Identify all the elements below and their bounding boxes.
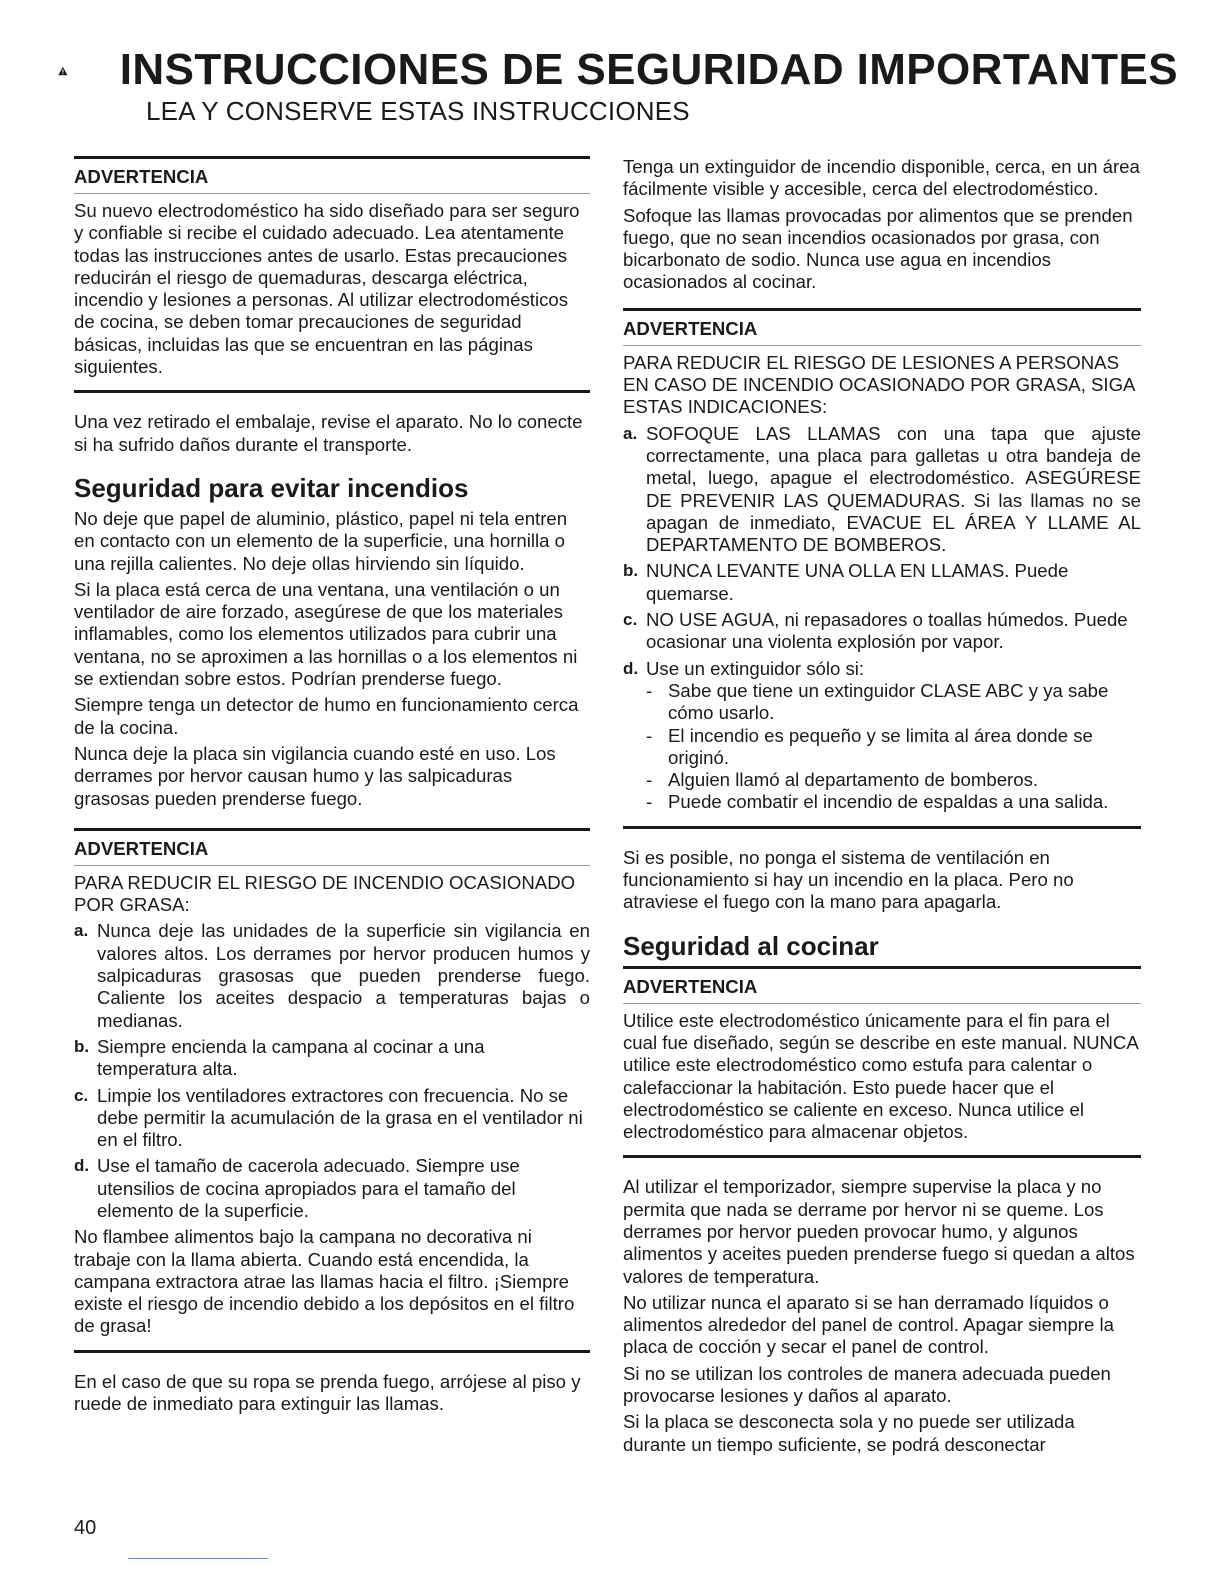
fire-paragraph: Nunca deje la placa sin vigilancia cuando esté en uso. Los derrames por hervor causan humo y las salpicaduras grasosas pueden prenderse fuego. xyxy=(74,742,556,809)
page-header xyxy=(58,44,1178,126)
clothes-fire-paragraph: En el caso de que su ropa se prenda fuego, arrójese al piso y ruede de inmediato para extinguir las llamas. xyxy=(74,1370,581,1415)
page-number: 40 xyxy=(74,1517,97,1539)
warning-box-general xyxy=(74,156,590,393)
warning-heading: ADVERTENCIA xyxy=(623,311,1141,346)
warning-box-grease xyxy=(74,828,590,1353)
right-column xyxy=(623,156,1141,1460)
page-subtitle: LEA Y CONSERVE ESTAS INSTRUCCIONES xyxy=(146,96,690,126)
warning-triangle-icon xyxy=(58,56,68,86)
fire-paragraph: No deje que papel de aluminio, plástico, papel ni tela entren en contacto con un elemento de la superficie, una hornilla o una rejilla calientes. No deje ollas hirviendo sin líquido. xyxy=(74,507,568,574)
unpack-paragraph: Una vez retirado el embalaje, revise el aparato. No lo conecte si ha sufrido daños durante el transporte. xyxy=(74,411,583,455)
list-item: b. Siempre encienda la campana al cocinar a una temperatura alta. xyxy=(74,1035,485,1080)
list-item: c. Limpie los ventiladores extractores con frecuencia. No se debe permitir la acumulación de la grasa en el ventilador ni en el filtro. xyxy=(74,1084,583,1151)
warning-heading: ADVERTENCIA xyxy=(74,831,590,866)
warning-intro: PARA REDUCIR EL RIESGO DE INCENDIO OCASIONADO POR GRASA: xyxy=(74,871,576,916)
list-item: a. SOFOQUE LAS LLAMAS con una tapa que ajuste correctamente, una placa para galletas u otra bandeja de metal, luego, apague el electrodoméstico. ASEGÚRESE DE PREVENIR LAS QUEMADURAS. Si las llamas no se apagan de inmediato, EVACUE EL ÁREA Y LLAME AL DEPARTAMENTO DE BOMBEROS. xyxy=(623,422,1141,556)
sub-list-item: - Sabe que tiene un extinguidor CLASE ABC y ya sabe cómo usarlo. xyxy=(646,679,1109,724)
warning-intro: PARA REDUCIR EL RIESGO DE LESIONES A PERSONAS EN CASO DE INCENDIO OCASIONADO POR GRASA, SIGA ESTAS INDICACIONES: xyxy=(623,351,1135,418)
extinguisher-paragraph: Tenga un extinguidor de incendio disponible, cerca, en un área fácilmente visible y accesible, cerca del electrodoméstico. xyxy=(623,156,1140,200)
controls-paragraph: Si no se utilizan los controles de manera adecuada pueden provocarse lesiones y daños al aparato. xyxy=(623,1362,1111,1407)
sub-list-item: - El incendio es pequeño y se limita al área donde se originó. xyxy=(646,724,1093,768)
sub-list xyxy=(646,680,1141,814)
title-row xyxy=(58,44,1178,96)
list-item: d. Use un extinguidor sólo si: - Sabe que tiene un extinguidor CLASE ABC y ya sabe cómo usarlo. - El incendio es pequeño y se limita al área donde se originó. - Alguien llamó al departamento de bomberos. - Puede combatir el incendio de espaldas a una salida. xyxy=(623,658,1141,814)
warning-text: Su nuevo electrodoméstico ha sido diseñado para ser seguro y confiable si recibe el cuidado adecuado. Lea atentamente todas las instrucciones antes de usarlo. Estas precauciones reducirán el riesgo de quemaduras, descarga eléctrica, incendio y lesiones a personas. Al utilizar electrodomésticos de cocina, se deben tomar precauciones de seguridad básicas, incluidas las que se encuentran en las páginas siguientes. xyxy=(74,200,580,378)
list-item: c. NO USE AGUA, ni repasadores o toallas húmedos. Puede ocasionar una violenta explosión por vapor. xyxy=(623,609,1128,653)
fire-paragraph: Siempre tenga un detector de humo en funcionamiento cerca de la cocina. xyxy=(74,694,579,738)
list-item: d. Use el tamaño de cacerola adecuado. Siempre use utensilios de cocina apropiados para el tamaño del elemento de la superficie. xyxy=(74,1155,520,1221)
cooking-safety-heading: Seguridad al cocinar xyxy=(623,930,879,961)
footer-rule xyxy=(128,1558,268,1559)
warning-outro: No flambee alimentos bajo la campana no decorativa ni trabaje con la llama abierta. Cuando está encendida, la campana extractora atrae las llamas hacia el filtro. ¡Siempre existe el riesgo de incendio debido a los depósitos en el filtro de grasa! xyxy=(74,1226,575,1337)
timer-paragraph: Al utilizar el temporizador, siempre supervise la placa y no permita que nada se derrame por hervor ni se queme. Los derrames por hervor pueden provocar humo, y algunos alimentos y aceites pueden prenderse fuego si quedan a altos valores de temperatura. xyxy=(623,1176,1135,1287)
warning-list xyxy=(623,423,1141,814)
spill-paragraph: No utilizar nunca el aparato si se han derramado líquidos o alimentos alrededor del panel de control. Apagar siempre la placa de cocción y secar el panel de control. xyxy=(623,1291,1114,1358)
smother-paragraph: Sofoque las llamas provocadas por alimentos que se prenden fuego, que no sean incendios ocasionados por grasa, con bicarbonato de sodio. Nunca use agua en incendios ocasionados al cocinar. xyxy=(623,204,1133,293)
fire-paragraph: Si la placa está cerca de una ventana, una ventilación o un ventilador de aire forzado, asegúrese de que los materiales inflamables, como los elementos utilizados para cubrir una ventana, no se aproximen a las hornillas o a los elementos ni se extiendan sobre estos. Podrían prenderse fuego. xyxy=(74,578,578,690)
page-title: INSTRUCCIONES DE SEGURIDAD IMPORTANTES xyxy=(119,45,1178,94)
ventilation-paragraph: Si es posible, no ponga el sistema de ventilación en funcionamiento si hay un incendio en la placa. Pero no atraviese el fuego con la mano para apagarla. xyxy=(623,846,1074,913)
shutoff-paragraph: Si la placa se desconecta sola y no puede ser utilizada durante un tiempo suficiente, se podrá desconectar xyxy=(623,1411,1075,1455)
fire-safety-heading: Seguridad para evitar incendios xyxy=(74,472,469,503)
warning-list xyxy=(74,920,590,1222)
list-item: a. Nunca deje las unidades de la superficie sin vigilancia en valores altos. Los derrames por hervor producen humos y salpicaduras grasosas que pueden prenderse fuego. Caliente los aceites despacio a temperaturas bajas o medianas. xyxy=(74,920,590,1031)
warning-text: Utilice este electrodoméstico únicamente para el fin para el cual fue diseñado, según se describe en este manual. NUNCA utilice este electrodoméstico como estufa para calentar o calefaccionar la habitación. Esto puede hacer que el electrodoméstico se caliente en exceso. Nunca utilice el electrodoméstico para almacenar objetos. xyxy=(623,1009,1138,1143)
warning-box-injury xyxy=(623,308,1141,829)
warning-box-usage xyxy=(623,966,1141,1159)
warning-heading: ADVERTENCIA xyxy=(74,159,590,194)
sub-list-item: - Alguien llamó al departamento de bomberos. xyxy=(646,769,1039,791)
left-column xyxy=(74,156,590,1419)
sub-list-item: - Puede combatir el incendio de espaldas a una salida. xyxy=(646,791,1109,813)
warning-heading: ADVERTENCIA xyxy=(623,969,1141,1004)
list-item: b. NUNCA LEVANTE UNA OLLA EN LLAMAS. Puede quemarse. xyxy=(623,560,1069,604)
